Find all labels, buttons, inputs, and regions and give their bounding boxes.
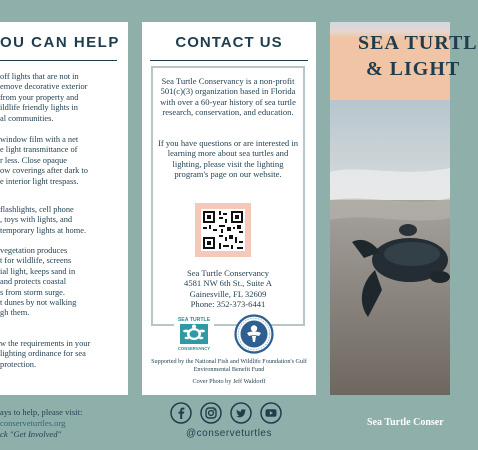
website-invitation: If you have questions or are interested in learning more about sea turtles and lighting, please visit the lighting program's page on our website.: [157, 138, 299, 180]
tip-ordinance: w the requirements in your lighting ordinance for sea protection.: [0, 339, 91, 369]
top-band: [0, 0, 450, 22]
photo-credit: Cover Photo by Jeff Waldorff: [192, 378, 266, 385]
twitter-icon[interactable]: [230, 402, 252, 424]
funding-acknowledgement: Supported by the National Fish and Wildlife Foundation's Gulf Environmental Benefit Fund: [151, 358, 307, 373]
sea-turtle-conservancy-logo: [174, 314, 214, 354]
cover-title: SEA TURTL & LIGHT: [358, 32, 478, 80]
svg-text:CONSERVANCY: CONSERVANCY: [177, 346, 211, 351]
help-panel: [0, 22, 128, 395]
mailing-address: Sea Turtle Conservancy 4581 NW 6th St., Suite A Gainesville, FL 32609 Phone: 352-373-6441: [184, 268, 272, 310]
contact-panel: [142, 22, 316, 395]
social-handle[interactable]: @conserveturtles: [186, 428, 272, 439]
fish-and-wildlife-foundation-logo: [234, 314, 274, 354]
footer-org-name: Sea Turtle Conser: [367, 417, 444, 428]
contact-box: [151, 66, 305, 326]
contact-title-rule: [150, 60, 308, 61]
help-title: OU CAN HELP: [0, 34, 120, 51]
svg-text:SEA TURTLE: SEA TURTLE: [177, 317, 211, 323]
facebook-icon[interactable]: [170, 402, 192, 424]
org-description: Sea Turtle Conservancy is a non-profit 501(c)(3) organization based in Florida with over a 60-year history of sea turtle research, conservation, and education.: [160, 76, 296, 118]
visit-website-text: ays to help, please visit: conserveturtles.org ck "Get Involved": [0, 407, 135, 440]
tip-lights: off lights that are not in emove decorative exterior from your property and ildlife friendly lights in al communities.: [0, 72, 88, 123]
qr-code-icon[interactable]: [201, 209, 245, 251]
tip-vegetation: vegetation produces t for wildlife, screens ial light, keeps sand in and protects coastal s from storm surge. t dunes by not walking gh them.: [0, 246, 77, 318]
website-link[interactable]: conserveturtles.org: [0, 418, 66, 428]
youtube-icon[interactable]: [260, 402, 282, 424]
qr-code-frame: [195, 203, 251, 257]
tip-window-film: window film with a net e light transmittance of r less. Close opaque ow coverings after dark to e interior light trespass.: [0, 135, 88, 186]
tip-flashlights: flashlights, cell phone , toys with lights, and temporary lights at home.: [0, 205, 87, 235]
instagram-icon[interactable]: [200, 402, 222, 424]
help-title-rule: [0, 60, 117, 61]
cover-panel: [330, 22, 478, 395]
contact-title: CONTACT US: [175, 34, 283, 51]
